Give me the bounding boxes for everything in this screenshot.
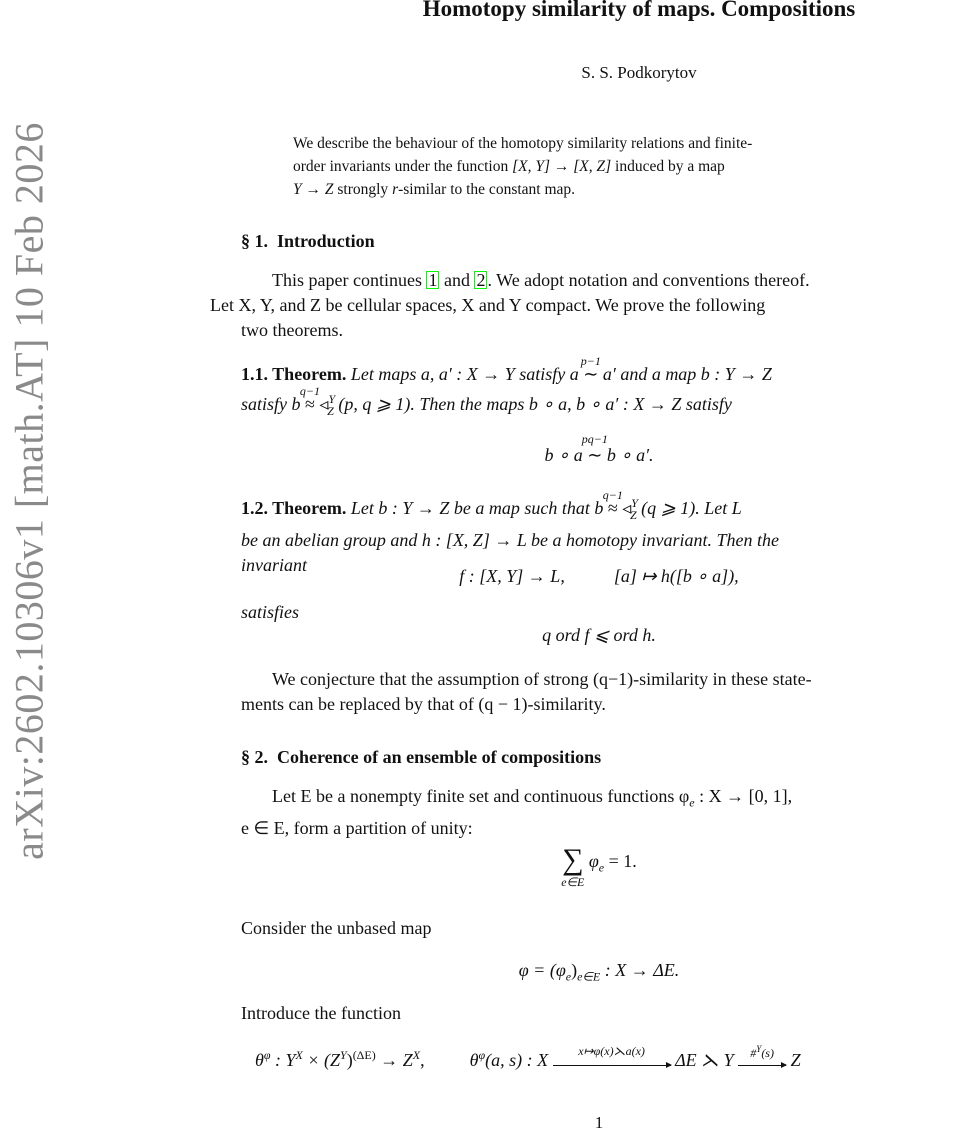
section-heading-coherence: § 2. Coherence of an ensemble of compositions bbox=[241, 747, 602, 767]
theorem-1-2: 1.2. Theorem. Let b : Y → Z be a map such that b q−1 ≈ ◃$^Y_Z$ (q ⩾ 1). Let L be an abelian group and h : [X, Z] → L be a homotopy invariant. Then the invariant bbox=[241, 488, 779, 575]
page-number: 1 bbox=[594, 1113, 604, 1132]
theorem-label: 1.2. Theorem. bbox=[241, 498, 347, 518]
citation-link-1[interactable]: 1 bbox=[428, 270, 438, 290]
citation-link-2[interactable]: 2 bbox=[476, 270, 486, 290]
abstract: We describe the behaviour of the homotopy similarity relations and finite- order invariants under the function [X, Y] → [X, Z] induced by a map Y → Z strongly r-similar to the constant map. bbox=[293, 135, 753, 198]
theorem-1-1: 1.1. Theorem. Let maps a, a′ : X → Y satisfy a p−1 ∼ a′ and a map b : Y → Z satisfy b q−1 ≈ ◃$^Y_Z$ (p, q ⩾ 1). Then the maps b ∘ a, b ∘ a′ : X → Z satisfy bbox=[241, 354, 772, 418]
theorem-1-2-display-formula-2: q ord f ⩽ ord h. bbox=[542, 625, 656, 645]
theta-definition-formula: $\theta^\varphi$ : $Y^X \times (Z^Y)^{(\Delta E)} \to Z^X$, $\theta^\varphi(a$, s) : X x↦φ(x)⋋a(x) ΔE ⋋ Y #$^Y$(s) Z bbox=[255, 1044, 801, 1070]
arxiv-identifier-stamp bbox=[4, 96, 54, 886]
theorem-label: 1.1. Theorem. bbox=[241, 364, 347, 384]
theorem-1-2-display-formula-1: f : [X, Y] → L, [a] ↦ h([b ∘ a]), bbox=[459, 566, 739, 586]
paper-author: S. S. Podkorytov bbox=[581, 63, 697, 82]
conjecture-paragraph: We conjecture that the assumption of strong (q−1)-similarity in these state- ments can be replaced by that of (q − 1)-similarity. bbox=[241, 669, 812, 714]
partition-of-unity-formula: ∑ e∈E $\varphi_e = 1$. bbox=[561, 843, 637, 889]
consider-text: Consider the unbased map bbox=[241, 918, 432, 938]
short-arrow: #$^Y$(s) bbox=[738, 1059, 786, 1066]
phi-definition-formula: $\varphi = (\varphi_e)_{e\in E}$ : X → ΔE. bbox=[518, 960, 680, 984]
long-arrow: x↦φ(x)⋋a(x) bbox=[553, 1059, 671, 1066]
partition-paragraph: Let E be a nonempty finite set and continuous functions $\varphi_e$ : X → [0, 1], e ∈ E, form a partition of unity: bbox=[241, 786, 793, 838]
arxiv-stamp-text: arXiv:2602.10306v1 [math.AT] 10 Feb 2026 bbox=[6, 122, 52, 860]
intro-paragraph: This paper continues 1 and 2 . We adopt notation and conventions thereof. Let X, Y, and Z be cellular spaces, X and Y compact. We prove the following two theorems. bbox=[210, 270, 810, 340]
theorem-1-1-display-formula: b ∘ a pq−1 ∼ b ∘ a′. bbox=[544, 432, 654, 465]
paper-title: Homotopy similarity of maps. Compositions bbox=[422, 0, 856, 21]
section-heading-introduction: § 1. Introduction bbox=[241, 231, 375, 251]
satisfies-text: satisfies bbox=[241, 602, 300, 622]
introduce-text: Introduce the function bbox=[241, 1003, 401, 1023]
